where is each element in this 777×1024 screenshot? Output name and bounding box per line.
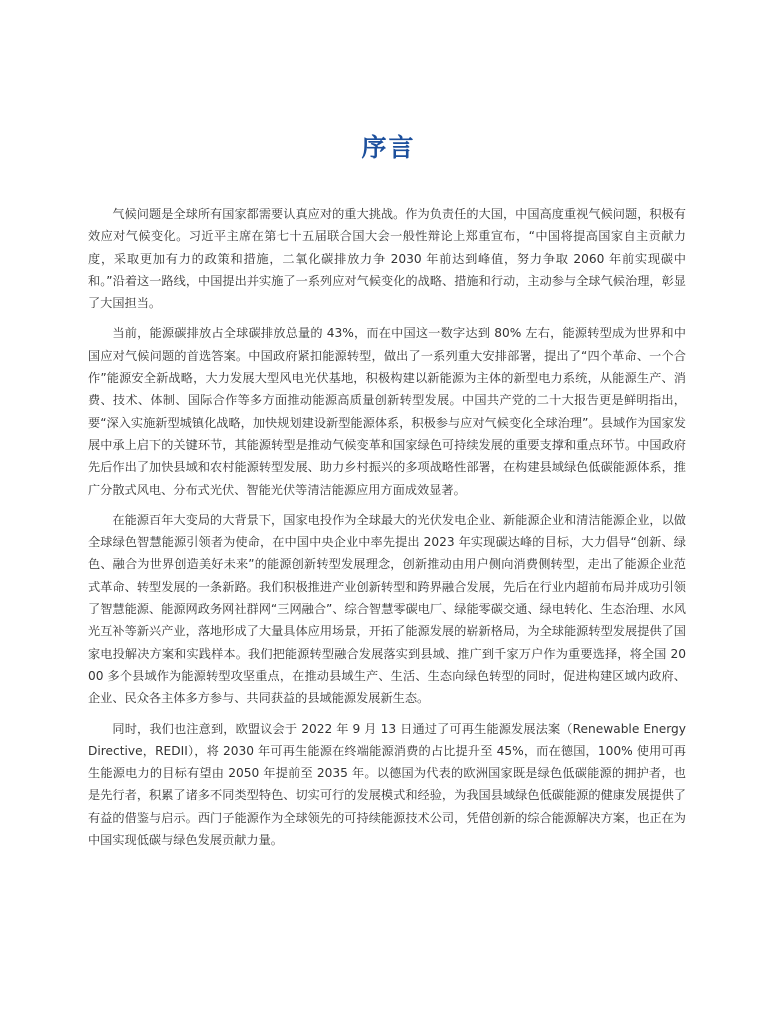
- paragraph-4: 同时，我们也注意到，欧盟议会于 2022 年 9 月 13 日通过了可再生能源发展法案（Renewable Energy Directive，REDII），将 2030 年可再生能源在终端能源消费的占比提升至 45%，而在德国，100% 使用可再生能源电力的目标有望由 2050 年提前至 2035 年。以德国为代表的欧洲国家既是绿色低碳能源的拥护者，也是先行者，积累了诸多不同类型特色、切实可行的发展模式和经验，为我国县域绿色低碳能源的健康发展提供了有益的借鉴与启示。西门子能源作为全球领先的可持续能源技术公司，凭借创新的综合能源解决方案，也正在为中国实现低碳与绿色发展贡献力量。: [88, 721, 686, 848]
- paragraph-2: 当前，能源碳排放占全球碳排放总量的 43%，而在中国这一数字达到 80% 左右，能源转型成为世界和中国应对气候问题的首选答案。中国政府紧扣能源转型，做出了一系列重大安排部署，提出了“四个革命、一个合作”能源安全新战略，大力发展大型风电光伏基地，积极构建以新能源为主体的新型电力系统，从能源生产、消费、技术、体制、国际合作等多方面推动能源高质量创新转型发展。中国共产党的二十大报告更是鲜明指出，要“深入实施新型城镇化战略，加快规划建设新型能源体系，积极参与应对气候变化全球治理”。县域作为国家发展中承上启下的关键环节，其能源转型是推动气候变革和国家绿色可持续发展的重要支撑和重点环节。中国政府先后作出了加快县域和农村能源转型发展、助力乡村振兴的多项战略性部署，在构建县域绿色低碳能源体系，推广分散式风电、分布式光伏、智能光伏等清洁能源应用方面成效显著。: [88, 326, 686, 497]
- paragraph-1: 气候问题是全球所有国家都需要认真应对的重大挑战。作为负责任的大国，中国高度重视气候问题，积极有效应对气候变化。习近平主席在第七十五届联合国大会一般性辩论上郑重宣布，“中国将提高国家自主贡献力度，采取更加有力的政策和措施，二氧化碳排放力争 2030 年前达到峰值，努力争取 2060 年前实现碳中和。”沿着这一路线，中国提出并实施了一系列应对气候变化的战略、措施和行动，主动参与全球气候治理，彰显了大国担当。: [88, 207, 686, 311]
- preface-body: [88, 203, 686, 859]
- page-title: 序言: [361, 133, 416, 162]
- paragraph-3: 在能源百年大变局的大背景下，国家电投作为全球最大的光伏发电企业、新能源企业和清洁能源企业，以做全球绿色智慧能源引领者为使命，在中国中央企业中率先提出 2023 年实现碳达峰的目标，大力倡导“创新、绿色、融合为世界创造美好未来”的能源创新转型发展理念，创新推动由用户侧向消费侧转型，走出了能源企业范式革命、转型发展的一条新路。我们积极推进产业创新转型和跨界融合发展，先后在行业内超前布局并成功引领了智慧能源、能源网政务网社群网“三网融合”、综合智慧零碳电厂、绿能零碳交通、绿电转化、生态治理、水风光互补等新兴产业，落地形成了大量具体应用场景，开拓了能源发展的崭新格局，为全球能源转型发展提供了国家电投解决方案和实践样本。我们把能源转型融合发展落实到县域、推广到千家万户作为重要选择，将全国 2000 多个县域作为能源转型攻坚重点，在推动县域生产、生活、生态向绿色转型的同时，促进构建区域内政府、企业、民众各主体多方参与、共同获益的县域能源发展新生态。: [88, 512, 686, 706]
